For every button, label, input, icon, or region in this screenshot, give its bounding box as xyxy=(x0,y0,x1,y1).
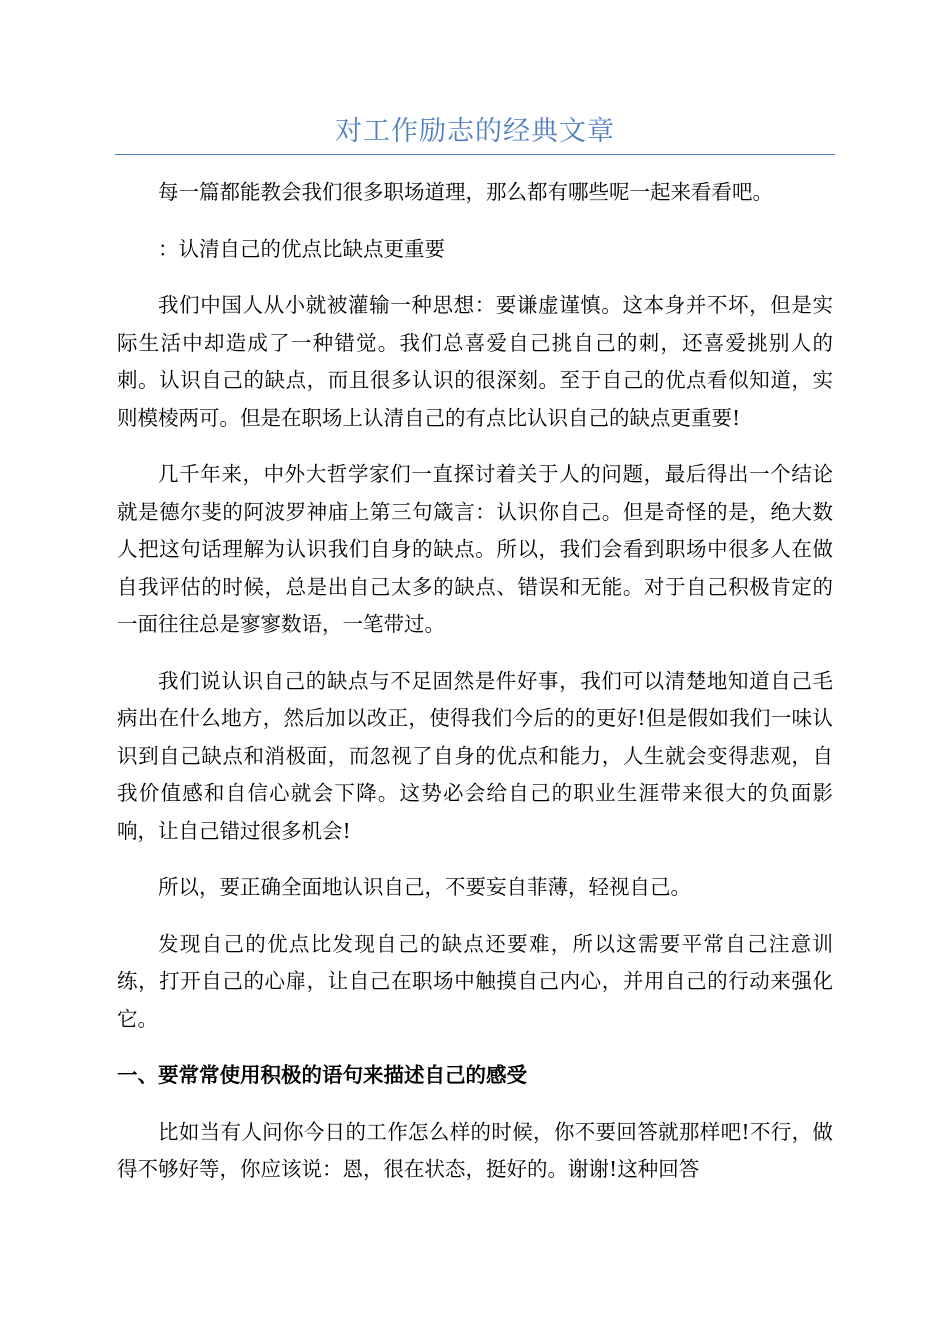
body-paragraph: 几千年来，中外大哲学家们一直探讨着关于人的问题，最后得出一个结论就是德尔斐的阿波罗神庙上第三句箴言：认识你自己。但是奇怪的是，绝大数人把这句话理解为认识我们自身的缺点。所以，我们会看到职场中很多人在做自我评估的时候，总是出自己太多的缺点、错误和无能。对于自己积极肯定的一面往往总是寥寥数语，一笔带过。 xyxy=(117,462,833,636)
document-body xyxy=(117,174,833,1208)
document-title: 对工作励志的经典文章 xyxy=(335,116,615,147)
section-heading: 一、要常常使用积极的语句来描述自己的感受 xyxy=(117,1063,527,1087)
subtitle-line: ：认清自己的优点比缺点更重要 xyxy=(158,236,445,261)
intro-paragraph: 每一篇都能教会我们很多职场道理，那么都有哪些呢一起来看看吧。 xyxy=(158,180,773,204)
title-underline xyxy=(115,154,835,155)
body-paragraph: 所以，要正确全面地认识自己，不要妄自菲薄，轻视自己。 xyxy=(158,875,691,899)
body-paragraph: 我们说认识自己的缺点与不足固然是件好事，我们可以清楚地知道自己毛病出在什么地方，然后加以改正，使得我们今后的的更好!但是假如我们一味认识到自己缺点和消极面，而忽视了自身的优点和能力，人生就会变得悲观，自我价值感和自信心就会下降。这势必会给自己的职业生涯带来很大的负面影响，让自己错过很多机会! xyxy=(117,668,833,843)
body-paragraph: 我们中国人从小就被灌输一种思想：要谦虚谨慎。这本身并不坏，但是实际生活中却造成了一种错觉。我们总喜爱自己挑自己的刺，还喜爱挑别人的刺。认识自己的缺点，而且很多认识的很深刻。至于自己的优点看似知道，实则模棱两可。但是在职场上认清自己的有点比认识自己的缺点更重要! xyxy=(117,293,833,430)
body-paragraph: 发现自己的优点比发现自己的缺点还要难，所以这需要平常自己注意训练，打开自己的心扉，让自己在职场中触摸自己内心，并用自己的行动来强化它。 xyxy=(117,931,833,1031)
section-paragraph: 比如当有人问你今日的工作怎么样的时候，你不要回答就那样吧!不行，做得不够好等，你应该说：恩，很在状态，挺好的。谢谢!这种回答 xyxy=(117,1119,833,1181)
